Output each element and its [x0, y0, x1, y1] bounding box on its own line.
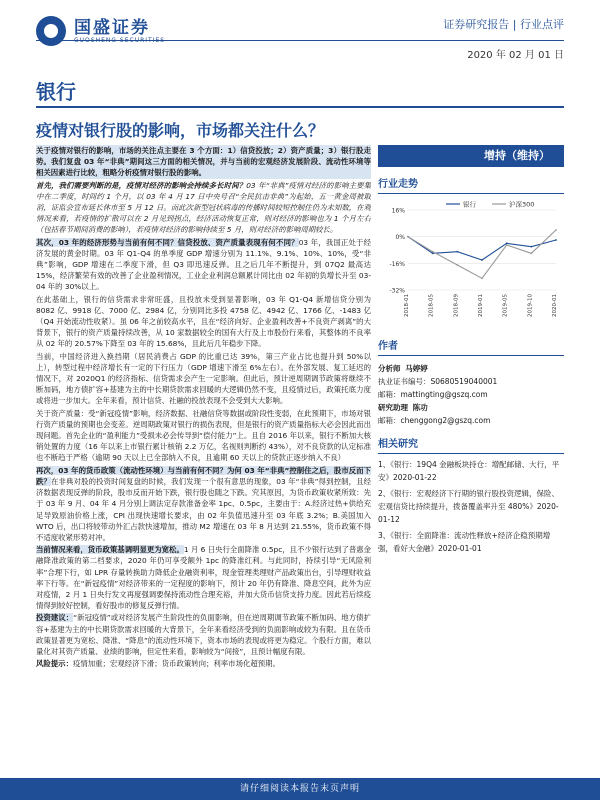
x-tick-label: 2018-05	[428, 294, 435, 317]
data-point	[506, 242, 508, 244]
page-footer: 请仔细阅读本报告末页声明	[0, 778, 600, 800]
data-point	[481, 277, 483, 279]
chart-heading: 行业走势	[378, 175, 564, 194]
sector-title: 银行	[36, 80, 76, 104]
related-list	[378, 458, 564, 555]
section-heading-risk: 风险提示：	[36, 659, 73, 669]
paragraph-policy: 1 月 6 日央行全面降准 0.5pc，且不少银行达到了普惠金融降准政策的第二档要求，2020 年仍可享受额外 1pc 的降准红利。与此同时，持续引导“无风险利率”合理下行，如 LPR 存量转换助力降低企业融资利率，现金管理类理财产品政策出台，引导理财收益率下行等。在“新冠疫情”对经济带来的一定程度的影响下，预计 20 年仍有降准、降息空间，此外为应对疫情，2 月 1 日央行发文再度强调要保持流动性合理充裕，并加大货币信贷支持力度。因此若后续疫情得到较好控制，看好股市的修复反弹行情。	[36, 545, 371, 611]
sector-divider	[36, 106, 564, 108]
related-item[interactable]: 2、《银行：宏观经济下行期的银行股投资逻辑，保险、宏观信贷比持续提升，拨备覆盖率升至 480%》2020-01-12	[378, 489, 560, 524]
rating-badge: 增持（维持）	[378, 145, 564, 167]
section-heading-policy: 当前情况来看，货币政策基调明显更为宽松。	[36, 545, 184, 555]
report-date: 2020 年 02 月 01 日	[467, 50, 564, 61]
section-heading-advice: 投资建议：	[36, 613, 74, 623]
paragraph-duration: 03 年“非典”疫情对经济的影响主要集中在二季度，时间约 1 个月，以 03 年 4 月 17 日中央号召“全民抗击非典”为起始，五一黄金周被取消，证监会宣布延长休市至 5 月 12 日。而此次新型冠状病毒的传播时间较短控制住仍为未知数，在观情况来看，若疫情的扩散可以在 2 月见到拐点，经济活动恢复正常，则对经济的影响也为 1 个月左右（包括春节期间消费的影响），若疫情对经济的影响持续至 5 月，则对经济的影响周期较长。	[36, 180, 371, 235]
section-heading-monetary: 再次，03 年的货币政策（流动性环境）与当前有何不同？为何 03 年“非典”控制住之后，股市反而下跌？	[36, 465, 371, 486]
assistant-label: 研究助理	[378, 403, 408, 412]
x-tick-label: 2018-01	[404, 294, 410, 317]
analyst-label: 分析师	[378, 364, 401, 373]
page-header	[0, 0, 600, 62]
paragraph-risk: 疫情加重；宏观经济下滑；货币政策转向；利率市场化超预期。	[72, 659, 280, 669]
paragraph-economy: 03 年，我国正处于经济发展的黄金时期。03 年 Q1-Q4 的单季度 GDP 增速分别为 11.1%、9.1%、10%、10%，受“非典”影响，GDP 增速在二季度下滑，但 Q3 即迅速反弹。且之后几年不断提升，到 07Q2 最高达 15%，经济繁荣有效的改善了企业盈利情况，工业企业利润总额累计同比由 02 年初的负增长升至 03-04 年的 30%以上。	[36, 237, 371, 292]
industry-trend-chart	[378, 194, 564, 329]
data-point	[555, 239, 557, 241]
analyst-name: 马婷婷	[405, 364, 428, 373]
data-point	[555, 229, 557, 231]
header-divider	[36, 40, 564, 41]
related-heading: 相关研究	[378, 435, 564, 454]
data-point	[481, 259, 483, 261]
x-tick-label: 2018-09	[453, 294, 460, 317]
data-point	[530, 252, 532, 254]
report-type: 证券研究报告 | 行业点评	[443, 18, 564, 31]
related-item[interactable]: 1、《银行：19Q4 金融板块持仓：增配邮储、大行，平安》2020-01-22	[378, 460, 560, 482]
brand-name: 国盛证券	[74, 17, 150, 38]
y-tick-label: -16%	[389, 260, 405, 268]
x-tick-label: 2020-01	[552, 294, 558, 317]
series-line-hs300	[408, 230, 556, 278]
report-title: 疫情对银行股的影响，市场都关注什么？	[36, 121, 325, 140]
assistant-name: 陈功	[412, 403, 428, 412]
x-tick-label: 2019-01	[478, 294, 484, 317]
report-body	[36, 145, 371, 775]
analyst-cert: 执业证书编号：S0680519040001	[378, 377, 498, 386]
assistant-email[interactable]: 邮箱：chenggong2@gszq.com	[378, 416, 491, 425]
paragraph-asset-quality: 关于资产质量：受“新冠疫情”影响，经济数据、社融信贷等数据或阶段性变弱，在此预期下，市场对银行资产质量的预期也会变差。逆周期政策对银行的损伤表现，但是银行的资产质量指标大必会因此而出现问题。首先企业的“盈利能力”受损未必会传导到“偿付能力”上。且自 2016 年以来，银行不断加大核销处置的力度（16 年以来上市银行累计核销 2.2 万亿，名视则判断约 43%），对不良贷款的认定标准也不断趋于严格（逾期 90 天以上已全部纳入不良，且逾期 60 天以上的贷款正逐步纳入不良）	[36, 408, 371, 463]
legend-label: 银行	[463, 200, 476, 209]
analyst-block	[378, 362, 564, 427]
x-tick-label: 2019-05	[502, 294, 509, 317]
legend-label: 沪深300	[509, 200, 535, 209]
section-heading-economy: 其次，03 年的经济形势与当前有何不同？信贷投放、资产质量表现有何不同？	[36, 237, 299, 247]
data-point	[456, 264, 458, 266]
paragraph-current: 当前，中国经济进入换挡期（居民消费占 GDP 的比重已达 39%，第三产业占比也提升到 50%以上），转型过程中经济增长有一定的下行压力（GDP 增速下滑至 6%左右）。在外部发展、复工延迟的情况下，对 2020Q1 的经济指标、信贷需求会产生一定影响。但此后，预计逆周期调节政策将继续不断加码，地方债扩容+基建为主的中长期贷款需求回暖的大逻辑仍然不变，且疫情过后，政策托底力度或将进一步加大。全年来看，预计信贷、社融的投放表现不会受到大大影响。	[36, 351, 371, 406]
analyst-heading: 作者	[378, 337, 564, 356]
section-heading-duration: 首先，我们需要判断的是，疫情对经济的影响会持续多长时间？	[36, 180, 247, 190]
analyst-email[interactable]: 邮箱：mattingting@gszq.com	[378, 390, 488, 399]
paragraph-advice: “新冠疫情”或对经济发展产生阶段性的负面影响，但在逆周期调节政策不断加码、地方债扩容+基建为主的中长期贷款需求回暖的大背景下，全年来看经济受到的负面影响或较为有限。且在货币政策显著更为宽松、降准、“降息”的流动性环境下，资本市场的表现或将更为稳定。个股行方面，难以量化对其资产质量、业绩的影响，但定性来看，影响较为“间接”，且预计幅度有限。	[36, 613, 371, 656]
paragraph-credit: 在此基础上，银行的信贷需求非常旺盛，且投放未受到显著影响，03 年 Q1-Q4 新增信贷分别为 8082 亿、9918 亿、7000 亿、2984 亿，分别同比多投 4758 亿、4942 亿、1766 亿、-1483 亿（Q4 开始流动性收紧）。虽 06 年之前较高水平，且在“经济向好、企业盈利改善+不良资产剥离”的大背景下，银行的资产质量持续改善，从 10 家数据较全的国有大行及上市股份行来看，其整体的不良率从 02 年的 20.57%下降至 03 年的 15.68%，且此后几年稳步下降。	[36, 294, 371, 349]
sidebar	[378, 145, 564, 558]
x-tick-label: 2019-10	[527, 294, 534, 317]
data-point	[456, 251, 458, 253]
data-point	[432, 252, 434, 254]
brand-logo-icon	[36, 16, 66, 46]
y-tick-label: 0%	[395, 234, 405, 242]
paragraph-monetary: 在非典对股的投资时间复盘的时候，我们发现一个很有意思的现象，03 年“非典”得到控制，且经济数据表现反弹的阶段，股市反而开始下跌，银行股也随之下跌。究其原因，为货币政策收紧所致：先于 03 年 9 月、04 年 4 月分别上调法定存款准备金率 1pc、0.5pc，主要由于：A.经济过热+供给充足导致原油价格上涨，CPI 出现快速增长要求，由 02 年负值迅速升至 03 年底 3.2%；B.美国加入 WTO 后，出口将较带动外汇占款快速增加，推动 M2 增速在 03 年 8 月达到 21.55%，货币政策不得不适度收紧形势对冲。	[36, 476, 371, 542]
data-point	[432, 251, 434, 253]
trend-chart-svg	[378, 194, 564, 329]
brand-logo	[36, 16, 165, 46]
data-point	[506, 244, 508, 246]
data-point	[407, 236, 409, 238]
data-point	[530, 246, 532, 248]
y-tick-label: 16%	[391, 207, 405, 215]
related-item[interactable]: 3、《银行：全面降准：流动性释放+经济企稳预期增强，看好大金融》2020-01-01	[378, 531, 551, 553]
y-tick-label: -32%	[389, 287, 405, 295]
series-line-bank	[408, 237, 556, 260]
summary-paragraph: 关于疫情对银行的影响，市场的关注点主要在 3 个方面：1）信贷投放；2）资产质量；3）银行股走势。我们复盘 03 年“非典”期间这三方面的相关情况，并与当前的宏观经济发展阶段、流动性环境等相关因素进行比较，粗略分析疫情对银行股的影响。	[36, 146, 371, 178]
